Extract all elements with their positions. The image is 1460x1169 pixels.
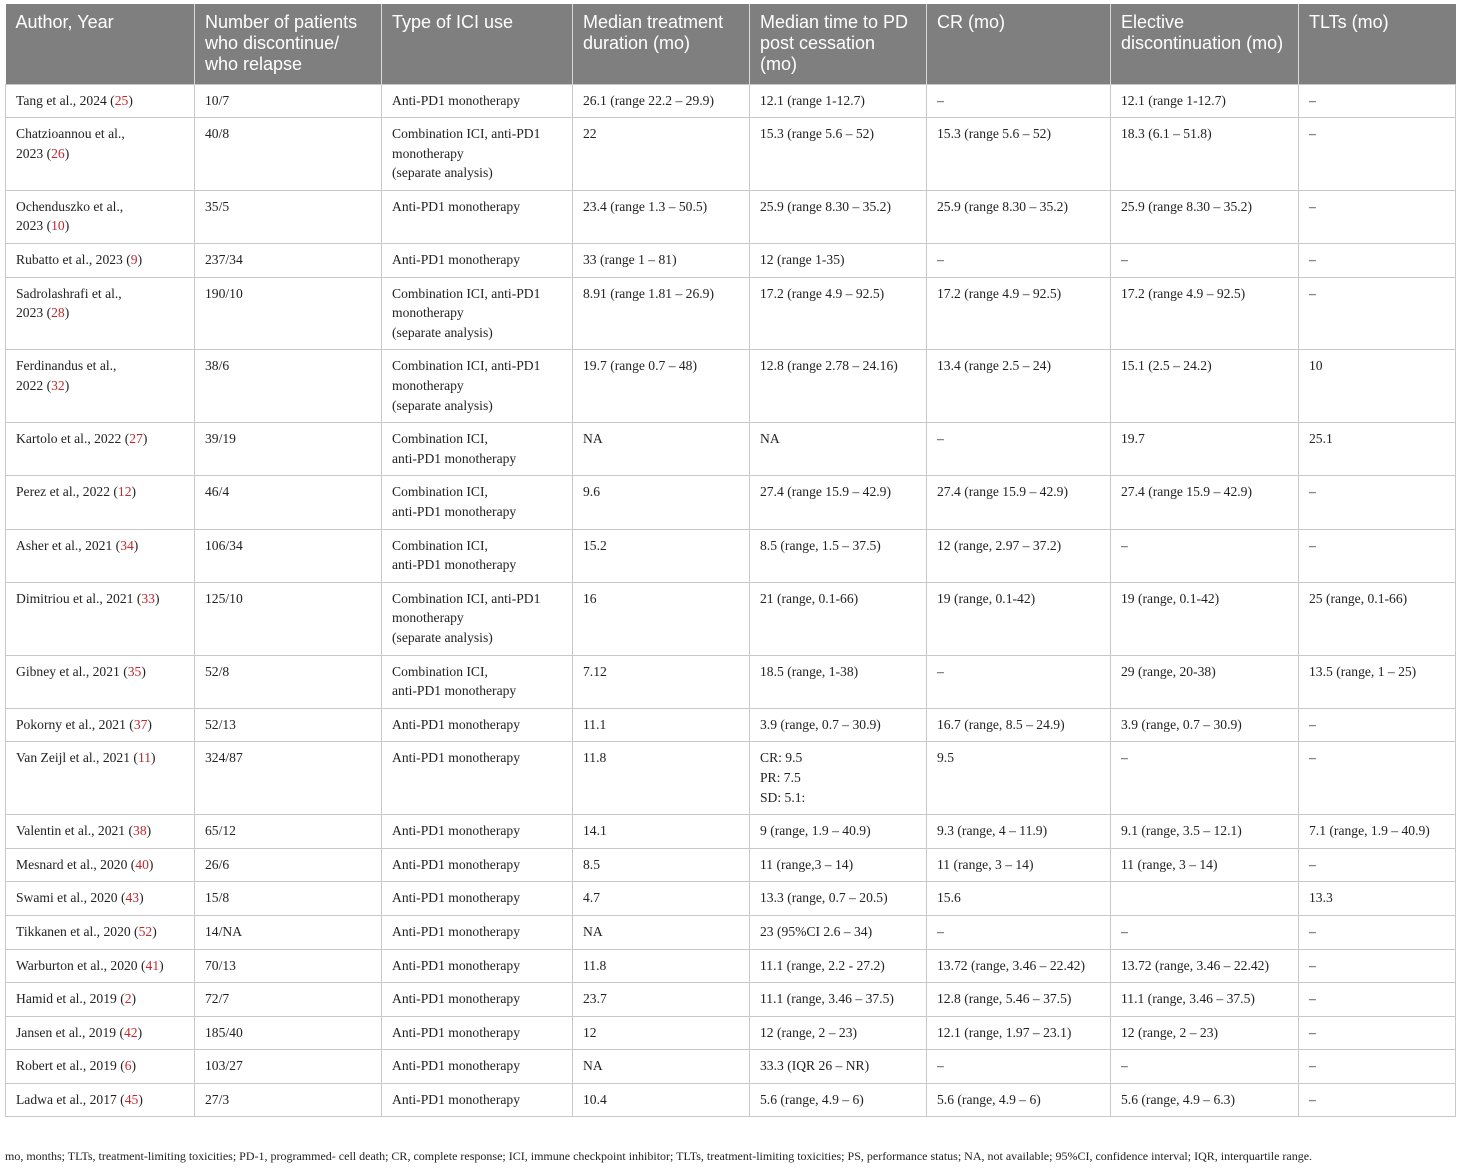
author-year-cell bbox=[6, 277, 195, 350]
elective-discontinuation-cell bbox=[1111, 882, 1299, 916]
cr-cell: 15.6 bbox=[927, 882, 1111, 916]
ici-type-cell: Combination ICI, anti-PD1 monotherapy bbox=[382, 655, 573, 708]
elective-discontinuation-cell: 13.72 (range, 3.46 – 22.42) bbox=[1111, 949, 1299, 983]
treatment-duration-cell: 26.1 (range 22.2 – 29.9) bbox=[573, 84, 750, 118]
author-text: Dimitriou et al., 2021 ( bbox=[16, 590, 142, 606]
author-text: Warburton et al., 2020 ( bbox=[16, 957, 146, 973]
table-row bbox=[6, 708, 1456, 742]
author-text: Pokorny et al., 2021 ( bbox=[16, 716, 134, 732]
author-text: Robert et al., 2019 ( bbox=[16, 1058, 125, 1074]
reference-link[interactable]: 34 bbox=[120, 537, 134, 553]
tlts-cell: 13.3 bbox=[1299, 882, 1456, 916]
cr-cell: 5.6 (range, 4.9 – 6) bbox=[927, 1083, 1111, 1117]
author-year-cell bbox=[6, 118, 195, 191]
patients-cell: 65/12 bbox=[195, 815, 382, 849]
author-year-cell bbox=[6, 244, 195, 278]
time-to-pd-cell: NA bbox=[750, 423, 927, 476]
patients-cell: 106/34 bbox=[195, 529, 382, 582]
author-year-cell bbox=[6, 1083, 195, 1117]
tlts-cell: – bbox=[1299, 983, 1456, 1017]
header-row bbox=[6, 4, 1456, 84]
ici-type-cell: Anti-PD1 monotherapy bbox=[382, 708, 573, 742]
table-row bbox=[6, 190, 1456, 243]
author-year-cell bbox=[6, 529, 195, 582]
time-to-pd-cell: 15.3 (range 5.6 – 52) bbox=[750, 118, 927, 191]
col-header-ici-type: Type of ICI use bbox=[382, 4, 573, 84]
reference-link[interactable]: 32 bbox=[51, 378, 65, 394]
ici-type-cell: Anti-PD1 monotherapy bbox=[382, 815, 573, 849]
time-to-pd-cell: 5.6 (range, 4.9 – 6) bbox=[750, 1083, 927, 1117]
patients-cell: 52/13 bbox=[195, 708, 382, 742]
data-table bbox=[5, 4, 1456, 1117]
author-year-cell bbox=[6, 84, 195, 118]
author-year-cell bbox=[6, 423, 195, 476]
patients-cell: 125/10 bbox=[195, 582, 382, 655]
author-year-cell bbox=[6, 1050, 195, 1084]
table-row bbox=[6, 949, 1456, 983]
ici-type-cell: Anti-PD1 monotherapy bbox=[382, 84, 573, 118]
author-year-cell bbox=[6, 655, 195, 708]
tlts-cell: – bbox=[1299, 529, 1456, 582]
table-row bbox=[6, 1050, 1456, 1084]
reference-close-paren: ) bbox=[147, 716, 152, 732]
time-to-pd-cell: 9 (range, 1.9 – 40.9) bbox=[750, 815, 927, 849]
reference-close-paren: ) bbox=[131, 1058, 137, 1074]
cr-cell: – bbox=[927, 1050, 1111, 1084]
table-row bbox=[6, 848, 1456, 882]
treatment-duration-cell: 8.5 bbox=[573, 848, 750, 882]
reference-close-paren: ) bbox=[133, 537, 139, 553]
ici-type-cell: Anti-PD1 monotherapy bbox=[382, 848, 573, 882]
elective-discontinuation-cell: 11 (range, 3 – 14) bbox=[1111, 848, 1299, 882]
reference-close-paren: ) bbox=[64, 378, 70, 394]
ici-type-cell: Anti-PD1 monotherapy bbox=[382, 1016, 573, 1050]
patients-cell: 46/4 bbox=[195, 476, 382, 529]
cr-cell: 15.3 (range 5.6 – 52) bbox=[927, 118, 1111, 191]
time-to-pd-cell: 18.5 (range, 1-38) bbox=[750, 655, 927, 708]
tlts-cell: – bbox=[1299, 277, 1456, 350]
elective-discontinuation-cell: – bbox=[1111, 742, 1299, 815]
table-row bbox=[6, 1016, 1456, 1050]
patients-cell: 40/8 bbox=[195, 118, 382, 191]
reference-link[interactable]: 37 bbox=[133, 716, 148, 732]
author-text: Tikkanen et al., 2020 ( bbox=[16, 923, 139, 939]
elective-discontinuation-cell: 29 (range, 20-38) bbox=[1111, 655, 1299, 708]
time-to-pd-cell: 12 (range 1-35) bbox=[750, 244, 927, 278]
reference-link[interactable]: 52 bbox=[138, 923, 153, 939]
time-to-pd-cell: 8.5 (range, 1.5 – 37.5) bbox=[750, 529, 927, 582]
reference-close-paren: ) bbox=[152, 923, 157, 939]
author-year-cell bbox=[6, 882, 195, 916]
elective-discontinuation-cell: 3.9 (range, 0.7 – 30.9) bbox=[1111, 708, 1299, 742]
patients-cell: 14/NA bbox=[195, 915, 382, 949]
author-text: Valentin et al., 2021 ( bbox=[16, 823, 134, 839]
ici-type-cell: Combination ICI, anti-PD1 monotherapy bbox=[382, 423, 573, 476]
ici-type-cell: Combination ICI, anti-PD1 monotherapy bbox=[382, 476, 573, 529]
table-row bbox=[6, 350, 1456, 423]
cr-cell: 25.9 (range 8.30 – 35.2) bbox=[927, 190, 1111, 243]
author-year-cell bbox=[6, 949, 195, 983]
elective-discontinuation-cell: 18.3 (6.1 – 51.8) bbox=[1111, 118, 1299, 191]
elective-discontinuation-cell: 12 (range, 2 – 23) bbox=[1111, 1016, 1299, 1050]
author-year-cell bbox=[6, 983, 195, 1017]
time-to-pd-cell: 13.3 (range, 0.7 – 20.5) bbox=[750, 882, 927, 916]
reference-close-paren: ) bbox=[142, 431, 148, 447]
author-year-cell bbox=[6, 476, 195, 529]
tlts-cell: – bbox=[1299, 1083, 1456, 1117]
ici-type-cell: Anti-PD1 monotherapy bbox=[382, 882, 573, 916]
tlts-cell: 13.5 (range, 1 – 25) bbox=[1299, 655, 1456, 708]
reference-close-paren: ) bbox=[151, 750, 156, 766]
tlts-cell: – bbox=[1299, 848, 1456, 882]
cr-cell: – bbox=[927, 915, 1111, 949]
reference-link[interactable]: 43 bbox=[125, 890, 140, 906]
elective-discontinuation-cell: 15.1 (2.5 – 24.2) bbox=[1111, 350, 1299, 423]
reference-link[interactable]: 6 bbox=[124, 1058, 132, 1074]
treatment-duration-cell: 4.7 bbox=[573, 882, 750, 916]
reference-close-paren: ) bbox=[148, 856, 154, 872]
ici-type-cell: Combination ICI, anti-PD1 monotherapy bbox=[382, 529, 573, 582]
tlts-cell: – bbox=[1299, 949, 1456, 983]
treatment-duration-cell: NA bbox=[573, 423, 750, 476]
cr-cell: 27.4 (range 15.9 – 42.9) bbox=[927, 476, 1111, 529]
treatment-duration-cell: 11.8 bbox=[573, 742, 750, 815]
cr-cell: – bbox=[927, 423, 1111, 476]
ici-type-cell: Anti-PD1 monotherapy bbox=[382, 1083, 573, 1117]
treatment-duration-cell: NA bbox=[573, 915, 750, 949]
reference-close-paren: ) bbox=[131, 991, 137, 1007]
reference-close-paren: ) bbox=[64, 145, 70, 161]
ici-type-cell: Anti-PD1 monotherapy bbox=[382, 742, 573, 815]
patients-cell: 70/13 bbox=[195, 949, 382, 983]
author-year-cell bbox=[6, 915, 195, 949]
treatment-duration-cell: 15.2 bbox=[573, 529, 750, 582]
author-text: Gibney et al., 2021 ( bbox=[16, 663, 128, 679]
table-row bbox=[6, 277, 1456, 350]
elective-discontinuation-cell: – bbox=[1111, 529, 1299, 582]
cr-cell: 9.3 (range, 4 – 11.9) bbox=[927, 815, 1111, 849]
table-container bbox=[5, 4, 1455, 1117]
reference-close-paren: ) bbox=[138, 1091, 143, 1107]
reference-link[interactable]: 33 bbox=[141, 590, 155, 606]
author-text: Jansen et al., 2019 ( bbox=[16, 1024, 124, 1040]
table-footnote: mo, months; TLTs, treatment-limiting toxicities; PD-1, programmed- cell death; CR, complete response; ICI, immune checkpoint inhibitor; TLTs, treatment-limiting toxicities; PS, performance status; NA, not available; 95%CI, confidence interval; IQR, interquartile range. bbox=[5, 1149, 1313, 1163]
tlts-cell: 7.1 (range, 1.9 – 40.9) bbox=[1299, 815, 1456, 849]
patients-cell: 72/7 bbox=[195, 983, 382, 1017]
reference-link[interactable]: 42 bbox=[123, 1024, 138, 1040]
author-text: Chatzioannou et al., 2023 ( bbox=[16, 126, 125, 161]
treatment-duration-cell: 33 (range 1 – 81) bbox=[573, 244, 750, 278]
cr-cell: 13.72 (range, 3.46 – 22.42) bbox=[927, 949, 1111, 983]
author-text: Kartolo et al., 2022 ( bbox=[16, 431, 130, 447]
time-to-pd-cell: 12.8 (range 2.78 – 24.16) bbox=[750, 350, 927, 423]
patients-cell: 26/6 bbox=[195, 848, 382, 882]
patients-cell: 35/5 bbox=[195, 190, 382, 243]
time-to-pd-cell: 11.1 (range, 2.2 - 27.2) bbox=[750, 949, 927, 983]
treatment-duration-cell: 11.8 bbox=[573, 949, 750, 983]
elective-discontinuation-cell: – bbox=[1111, 915, 1299, 949]
patients-cell: 185/40 bbox=[195, 1016, 382, 1050]
cr-cell: 12 (range, 2.97 – 37.2) bbox=[927, 529, 1111, 582]
reference-link[interactable]: 41 bbox=[145, 957, 160, 973]
treatment-duration-cell: 9.6 bbox=[573, 476, 750, 529]
time-to-pd-cell: 17.2 (range 4.9 – 92.5) bbox=[750, 277, 927, 350]
reference-link[interactable]: 2 bbox=[124, 991, 132, 1007]
reference-close-paren: ) bbox=[128, 92, 133, 108]
author-text: Ladwa et al., 2017 ( bbox=[16, 1091, 125, 1107]
col-header-author-year: Author, Year bbox=[6, 4, 195, 84]
elective-discontinuation-cell: 11.1 (range, 3.46 – 37.5) bbox=[1111, 983, 1299, 1017]
treatment-duration-cell: 19.7 (range 0.7 – 48) bbox=[573, 350, 750, 423]
table-row bbox=[6, 423, 1456, 476]
treatment-duration-cell: 12 bbox=[573, 1016, 750, 1050]
author-year-cell bbox=[6, 708, 195, 742]
patients-cell: 15/8 bbox=[195, 882, 382, 916]
tlts-cell: – bbox=[1299, 915, 1456, 949]
ici-type-cell: Anti-PD1 monotherapy bbox=[382, 244, 573, 278]
author-year-cell bbox=[6, 582, 195, 655]
tlts-cell: – bbox=[1299, 118, 1456, 191]
elective-discontinuation-cell: 27.4 (range 15.9 – 42.9) bbox=[1111, 476, 1299, 529]
cr-cell: 13.4 (range 2.5 – 24) bbox=[927, 350, 1111, 423]
col-header-time-to-pd: Median time to PD post cessation (mo) bbox=[750, 4, 927, 84]
author-year-cell bbox=[6, 742, 195, 815]
time-to-pd-cell: 33.3 (IQR 26 – NR) bbox=[750, 1050, 927, 1084]
treatment-duration-cell: 22 bbox=[573, 118, 750, 191]
ici-type-cell: Anti-PD1 monotherapy bbox=[382, 949, 573, 983]
time-to-pd-cell: 3.9 (range, 0.7 – 30.9) bbox=[750, 708, 927, 742]
treatment-duration-cell: 16 bbox=[573, 582, 750, 655]
time-to-pd-cell: 11 (range,3 – 14) bbox=[750, 848, 927, 882]
elective-discontinuation-cell: 12.1 (range 1-12.7) bbox=[1111, 84, 1299, 118]
table-row bbox=[6, 655, 1456, 708]
col-header-cr: CR (mo) bbox=[927, 4, 1111, 84]
cr-cell: 9.5 bbox=[927, 742, 1111, 815]
table-row bbox=[6, 983, 1456, 1017]
treatment-duration-cell: 7.12 bbox=[573, 655, 750, 708]
tlts-cell: – bbox=[1299, 84, 1456, 118]
treatment-duration-cell: 23.7 bbox=[573, 983, 750, 1017]
reference-close-paren: ) bbox=[137, 1024, 143, 1040]
elective-discontinuation-cell: 9.1 (range, 3.5 – 12.1) bbox=[1111, 815, 1299, 849]
table-row bbox=[6, 118, 1456, 191]
elective-discontinuation-cell: – bbox=[1111, 1050, 1299, 1084]
ici-type-cell: Anti-PD1 monotherapy bbox=[382, 190, 573, 243]
elective-discontinuation-cell: 25.9 (range 8.30 – 35.2) bbox=[1111, 190, 1299, 243]
cr-cell: – bbox=[927, 84, 1111, 118]
elective-discontinuation-cell: 5.6 (range, 4.9 – 6.3) bbox=[1111, 1083, 1299, 1117]
author-text: Van Zeijl et al., 2021 ( bbox=[16, 750, 138, 766]
time-to-pd-cell: 25.9 (range 8.30 – 35.2) bbox=[750, 190, 927, 243]
patients-cell: 52/8 bbox=[195, 655, 382, 708]
table-row bbox=[6, 476, 1456, 529]
patients-cell: 27/3 bbox=[195, 1083, 382, 1117]
reference-close-paren: ) bbox=[141, 663, 146, 679]
elective-discontinuation-cell: – bbox=[1111, 244, 1299, 278]
table-row bbox=[6, 915, 1456, 949]
patients-cell: 237/34 bbox=[195, 244, 382, 278]
tlts-cell: 10 bbox=[1299, 350, 1456, 423]
patients-cell: 103/27 bbox=[195, 1050, 382, 1084]
col-header-treatment-duration: Median treatment duration (mo) bbox=[573, 4, 750, 84]
patients-cell: 38/6 bbox=[195, 350, 382, 423]
table-row bbox=[6, 244, 1456, 278]
tlts-cell: – bbox=[1299, 476, 1456, 529]
author-year-cell bbox=[6, 815, 195, 849]
author-text: Tang et al., 2024 ( bbox=[16, 92, 115, 108]
time-to-pd-cell: CR: 9.5 PR: 7.5 SD: 5.1: bbox=[750, 742, 927, 815]
reference-link[interactable]: 27 bbox=[129, 431, 143, 447]
author-year-cell bbox=[6, 848, 195, 882]
elective-discontinuation-cell: 17.2 (range 4.9 – 92.5) bbox=[1111, 277, 1299, 350]
cr-cell: 16.7 (range, 8.5 – 24.9) bbox=[927, 708, 1111, 742]
time-to-pd-cell: 12 (range, 2 – 23) bbox=[750, 1016, 927, 1050]
cr-cell: 11 (range, 3 – 14) bbox=[927, 848, 1111, 882]
time-to-pd-cell: 23 (95%CI 2.6 – 34) bbox=[750, 915, 927, 949]
time-to-pd-cell: 21 (range, 0.1-66) bbox=[750, 582, 927, 655]
ici-type-cell: Anti-PD1 monotherapy bbox=[382, 983, 573, 1017]
treatment-duration-cell: NA bbox=[573, 1050, 750, 1084]
table-row bbox=[6, 815, 1456, 849]
col-header-tlts: TLTs (mo) bbox=[1299, 4, 1456, 84]
ici-type-cell: Combination ICI, anti-PD1 monotherapy (separate analysis) bbox=[382, 582, 573, 655]
author-year-cell bbox=[6, 1016, 195, 1050]
reference-close-paren: ) bbox=[159, 957, 164, 973]
cr-cell: 12.1 (range, 1.97 – 23.1) bbox=[927, 1016, 1111, 1050]
author-text: Perez et al., 2022 ( bbox=[16, 484, 118, 500]
reference-link[interactable]: 28 bbox=[51, 305, 65, 321]
reference-link[interactable]: 11 bbox=[137, 750, 152, 766]
ici-type-cell: Combination ICI, anti-PD1 monotherapy (separate analysis) bbox=[382, 118, 573, 191]
cr-cell: 17.2 (range 4.9 – 92.5) bbox=[927, 277, 1111, 350]
tlts-cell: – bbox=[1299, 244, 1456, 278]
cr-cell: 19 (range, 0.1-42) bbox=[927, 582, 1111, 655]
tlts-cell: – bbox=[1299, 1050, 1456, 1084]
patients-cell: 10/7 bbox=[195, 84, 382, 118]
reference-link[interactable]: 25 bbox=[114, 92, 129, 108]
reference-link[interactable]: 9 bbox=[130, 252, 138, 268]
reference-close-paren: ) bbox=[139, 890, 144, 906]
table-row bbox=[6, 84, 1456, 118]
reference-close-paren: ) bbox=[137, 252, 143, 268]
col-header-elective-discontinuation: Elective discontinuation (mo) bbox=[1111, 4, 1299, 84]
treatment-duration-cell: 23.4 (range 1.3 – 50.5) bbox=[573, 190, 750, 243]
col-header-patients: Number of patients who discontinue/ who relapse bbox=[195, 4, 382, 84]
table-row bbox=[6, 882, 1456, 916]
reference-link[interactable]: 10 bbox=[51, 218, 65, 234]
author-text: Asher et al., 2021 ( bbox=[16, 537, 121, 553]
reference-close-paren: ) bbox=[131, 484, 137, 500]
patients-cell: 190/10 bbox=[195, 277, 382, 350]
treatment-duration-cell: 11.1 bbox=[573, 708, 750, 742]
reference-close-paren: ) bbox=[64, 305, 70, 321]
cr-cell: 12.8 (range, 5.46 – 37.5) bbox=[927, 983, 1111, 1017]
table-row bbox=[6, 1083, 1456, 1117]
time-to-pd-cell: 12.1 (range 1-12.7) bbox=[750, 84, 927, 118]
reference-link[interactable]: 35 bbox=[127, 663, 142, 679]
reference-link[interactable]: 12 bbox=[117, 484, 132, 500]
cr-cell: – bbox=[927, 244, 1111, 278]
ici-type-cell: Anti-PD1 monotherapy bbox=[382, 915, 573, 949]
treatment-duration-cell: 8.91 (range 1.81 – 26.9) bbox=[573, 277, 750, 350]
tlts-cell: – bbox=[1299, 190, 1456, 243]
cr-cell: – bbox=[927, 655, 1111, 708]
reference-close-paren: ) bbox=[146, 823, 152, 839]
reference-link[interactable]: 38 bbox=[133, 823, 147, 839]
author-text: Ochenduszko et al., 2023 ( bbox=[16, 198, 124, 234]
reference-close-paren: ) bbox=[64, 218, 70, 234]
ici-type-cell: Combination ICI, anti-PD1 monotherapy (separate analysis) bbox=[382, 350, 573, 423]
reference-close-paren: ) bbox=[154, 590, 160, 606]
author-text: Sadrolashrafi et al., 2023 ( bbox=[16, 285, 122, 321]
reference-link[interactable]: 40 bbox=[135, 856, 149, 872]
tlts-cell: 25 (range, 0.1-66) bbox=[1299, 582, 1456, 655]
tlts-cell: – bbox=[1299, 1016, 1456, 1050]
table-row bbox=[6, 582, 1456, 655]
author-text: Hamid et al., 2019 ( bbox=[16, 991, 125, 1007]
elective-discontinuation-cell: 19 (range, 0.1-42) bbox=[1111, 582, 1299, 655]
tlts-cell: 25.1 bbox=[1299, 423, 1456, 476]
treatment-duration-cell: 10.4 bbox=[573, 1083, 750, 1117]
ici-type-cell: Anti-PD1 monotherapy bbox=[382, 1050, 573, 1084]
tlts-cell: – bbox=[1299, 708, 1456, 742]
author-text: Ferdinandus et al., 2022 ( bbox=[16, 358, 117, 394]
time-to-pd-cell: 11.1 (range, 3.46 – 37.5) bbox=[750, 983, 927, 1017]
reference-link[interactable]: 26 bbox=[51, 145, 65, 161]
author-year-cell bbox=[6, 350, 195, 423]
table-body bbox=[6, 84, 1456, 1117]
ici-type-cell: Combination ICI, anti-PD1 monotherapy (separate analysis) bbox=[382, 277, 573, 350]
elective-discontinuation-cell: 19.7 bbox=[1111, 423, 1299, 476]
patients-cell: 39/19 bbox=[195, 423, 382, 476]
author-year-cell bbox=[6, 190, 195, 243]
treatment-duration-cell: 14.1 bbox=[573, 815, 750, 849]
time-to-pd-cell: 27.4 (range 15.9 – 42.9) bbox=[750, 476, 927, 529]
table-row bbox=[6, 529, 1456, 582]
patients-cell: 324/87 bbox=[195, 742, 382, 815]
tlts-cell: – bbox=[1299, 742, 1456, 815]
reference-link[interactable]: 45 bbox=[124, 1091, 139, 1107]
author-text: Rubatto et al., 2023 ( bbox=[16, 252, 131, 268]
author-text: Swami et al., 2020 ( bbox=[16, 890, 126, 906]
table-row bbox=[6, 742, 1456, 815]
author-text: Mesnard et al., 2020 ( bbox=[16, 856, 136, 872]
